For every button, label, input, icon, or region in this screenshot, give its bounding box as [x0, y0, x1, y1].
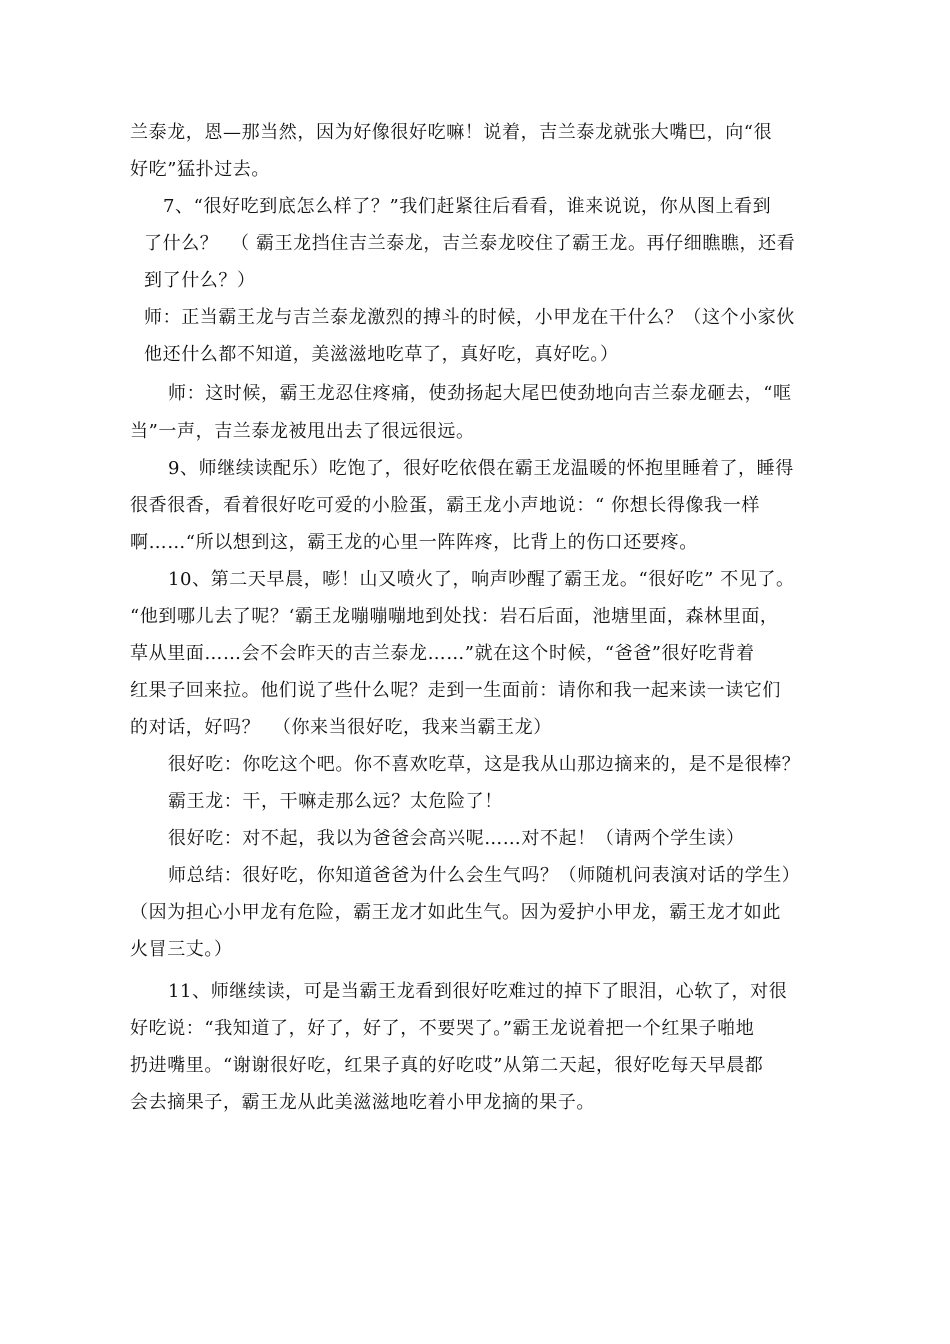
text-line: 10、第二天早晨，嘭！山又喷火了，响声吵醒了霸王龙。“很好吃” 不见了。 [168, 569, 795, 590]
text-line: 11、师继续读，可是当霸王龙看到很好吃难过的掉下了眼泪，心软了，对很 [168, 981, 788, 1002]
text-line: 火冒三丈。） [130, 939, 233, 960]
text-line: “他到哪儿去了呢？‘霸王龙嘣嘣嘣地到处找：岩石后面，池塘里面，森林里面， [130, 606, 779, 627]
text-line: 了什么？ （ 霸王龙挡住吉兰泰龙，吉兰泰龙咬住了霸王龙。再仔细瞧瞧，还看 [144, 233, 796, 254]
text-line: 7、“很好吃到底怎么样了？”我们赶紧往后看看，谁来说说，你从图上看到 [163, 196, 772, 217]
text-line: 的对话，好吗？ （你来当很好吃，我来当霸王龙） [130, 717, 552, 738]
text-line: 很好吃：对不起，我以为爸爸会高兴呢……对不起！（请两个学生读） [168, 828, 745, 849]
text-line: 霸王龙：干，干嘛走那么远？太危险了！ [168, 791, 503, 812]
text-line: 9、师继续读配乐）吃饱了，很好吃依偎在霸王龙温暖的怀抱里睡着了，睡得 [168, 458, 794, 479]
text-line: 当”一声，吉兰泰龙被甩出去了很远很远。 [130, 421, 475, 442]
text-line: 草从里面……会不会昨天的吉兰泰龙……”就在这个时候，“爸爸”很好吃背着 [130, 643, 755, 664]
text-line: 很好吃：你吃这个吧。你不喜欢吃草，这是我从山那边摘来的，是不是很棒？ [168, 754, 801, 775]
text-line: 红果子回来拉。他们说了些什么呢？走到一生面前：请你和我一起来读一读它们 [130, 680, 781, 701]
text-line: 兰泰龙，恩—那当然，因为好像很好吃嘛！说着，吉兰泰龙就张大嘴巴，向“很 [130, 122, 773, 143]
text-line: 好吃说：“我知道了，好了，好了，不要哭了。”霸王龙说着把一个红果子啪地 [130, 1018, 755, 1039]
text-line: 他还什么都不知道，美滋滋地吃草了，真好吃，真好吃。） [144, 344, 619, 365]
text-line: 会去摘果子，霸王龙从此美滋滋地吃着小甲龙摘的果子。 [130, 1092, 595, 1113]
text-line: 啊……“所以想到这，霸王龙的心里一阵阵疼，比背上的伤口还要疼。 [130, 532, 698, 553]
text-line: 很香很香，看着很好吃可爱的小脸蛋，霸王龙小声地说：“ 你想长得像我一样 [130, 495, 760, 516]
text-line: 扔进嘴里。“谢谢很好吃，红果子真的好吃哎”从第二天起，很好吃每天早晨都 [130, 1055, 764, 1076]
text-line: 到了什么？） [144, 270, 256, 291]
text-line: 师总结：很好吃，你知道爸爸为什么会生气吗？（师随机问表演对话的学生） [168, 865, 801, 886]
text-line: 师：这时候，霸王龙忍住疼痛，使劲扬起大尾巴使劲地向吉兰泰龙砸去，“哐 [168, 383, 792, 404]
text-line: 师：正当霸王龙与吉兰泰龙激烈的搏斗的时候，小甲龙在干什么？（这个小家伙 [144, 307, 795, 328]
text-line: （因为担心小甲龙有危险，霸王龙才如此生气。因为爱护小甲龙，霸王龙才如此 [130, 902, 781, 923]
text-line: 好吃”猛扑过去。 [130, 159, 271, 180]
